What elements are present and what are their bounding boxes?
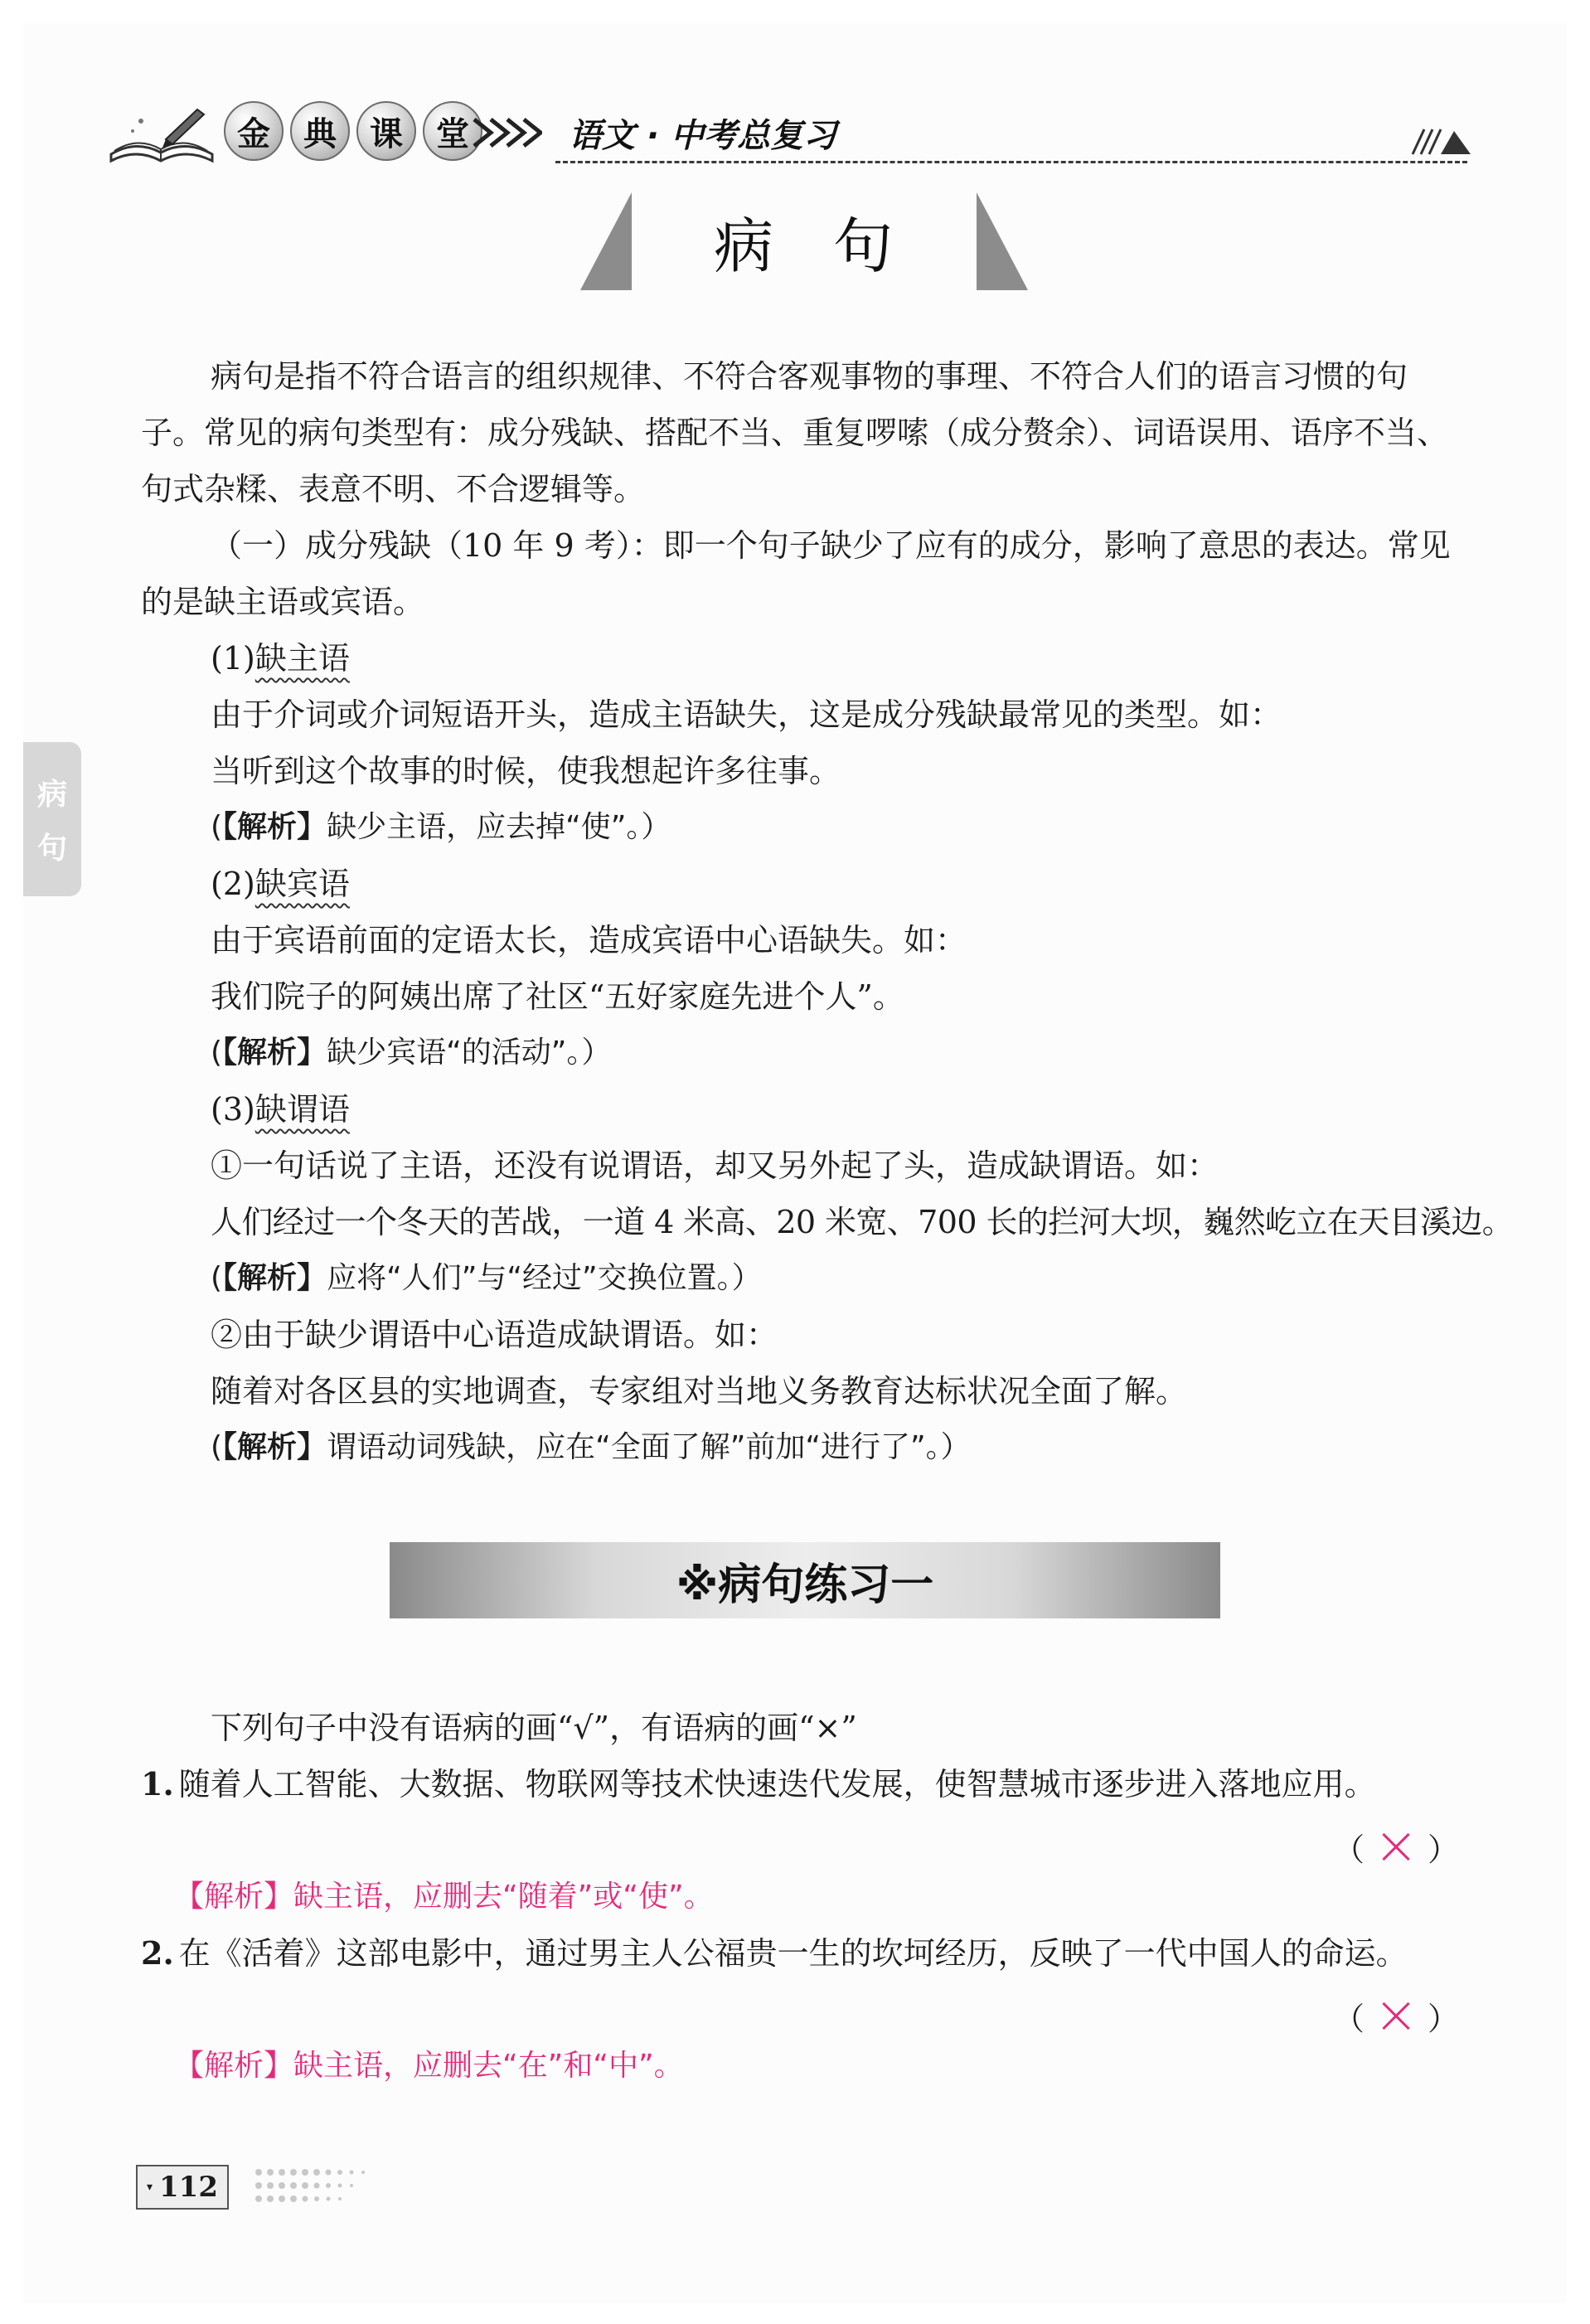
cross-mark-icon <box>1379 1831 1413 1864</box>
question-text: 随着人工智能、大数据、物联网等技术快速迭代发展，使智慧城市逐步进入落地应用。 <box>178 1766 1376 1802</box>
description-line: 由于宾语前面的定语太长，造成宾语中心语缺失。如： <box>211 922 967 958</box>
question-number: 2. <box>141 1934 174 1972</box>
answer-row <box>141 1812 1459 1869</box>
analysis-line: (【解析】缺少主语，应去掉“使”。） <box>211 810 671 844</box>
example-sentence: 随着对各区县的实地调查，专家组对当地义务教育达标状况全面了解。 <box>211 1373 1188 1409</box>
bullet-icon: ▾ <box>146 2181 153 2194</box>
page-number: 112 <box>159 2171 218 2204</box>
subject-title: 语文 · 中考总复习 <box>569 117 837 155</box>
practice-section <box>141 1700 1459 2094</box>
brand-logo <box>224 101 482 161</box>
double-chevron-icon <box>473 116 542 149</box>
side-tab-char: 病 <box>36 778 67 812</box>
question-item <box>141 1925 1459 1982</box>
question-text: 在《活着》这部电影中，通过男主人公福贵一生的坎坷经历，反映了一代中国人的命运。 <box>178 1935 1408 1972</box>
cross-mark-icon <box>1379 2000 1413 2033</box>
answer-box: （ ） <box>1332 1832 1459 1868</box>
title-char: 病 <box>713 211 775 281</box>
side-tab-char: 句 <box>36 832 67 866</box>
analysis-line: (【解析】缺少宾语“的活动”。） <box>211 1036 612 1070</box>
question-item <box>141 1756 1459 1812</box>
example-sentence: 当听到这个故事的时候，使我想起许多往事。 <box>211 753 841 789</box>
brand-char: 金 <box>224 101 284 161</box>
dot-pattern-decoration <box>254 2166 436 2207</box>
slash-triangle-icon <box>1408 123 1474 156</box>
answer-analysis: 【解析】缺主语，应删去“在”和“中”。 <box>174 2049 684 2083</box>
example-sentence: 我们院子的阿姨出席了社区“五好家庭先进个人”。 <box>211 978 904 1015</box>
subsection-title: 缺宾语 <box>254 866 350 902</box>
practice-instruction: 下列句子中没有语病的画“√”，有语病的画“×” <box>211 1710 857 1746</box>
page-header <box>108 98 1467 172</box>
subsection-heading: (3)缺谓语 <box>211 1091 350 1128</box>
description-line: 由于介词或介词短语开头，造成主语缺失，这是成分残缺最常见的类型。如： <box>211 696 1282 733</box>
practice-banner: ※病句练习一 <box>390 1542 1220 1618</box>
open-book-icon <box>108 103 216 167</box>
subsection-heading: (1)缺主语 <box>211 640 350 677</box>
category-paragraph: （一）成分残缺（10 年 9 考）：即一个句子缺少了应有的成分，影响了意思的表达。常见的是缺主语或宾语。 <box>141 527 1451 620</box>
subsection-title: 缺谓语 <box>254 1091 350 1128</box>
description-line: ②由于缺少谓语中心语造成缺谓语。如： <box>211 1317 778 1353</box>
answer-row <box>141 1982 1459 2038</box>
analysis-line: (【解析】应将“人们”与“经过”交换位置。） <box>211 1261 762 1295</box>
example-sentence: 人们经过一个冬天的苦战，一道 4 米高、20 米宽、700 长的拦河大坝，巍然屹立在天目溪边。 <box>211 1204 1514 1240</box>
brand-char: 典 <box>290 101 350 161</box>
page-number-box <box>136 2165 229 2210</box>
header-divider <box>555 161 1467 163</box>
title-char: 句 <box>833 211 895 281</box>
page-title <box>580 192 1028 290</box>
brand-char: 课 <box>356 101 416 161</box>
answer-analysis: 【解析】缺主语，应删去“随着”或“使”。 <box>174 1880 714 1914</box>
intro-paragraph: 病句是指不符合语言的组织规律、不符合客观事物的事理、不符合人们的语言习惯的句子。常见的病句类型有：成分残缺、搭配不当、重复啰嗦（成分赘余）、词语误用、语序不当、句式杂糅、表意不明、不合逻辑等。 <box>141 358 1449 507</box>
main-content <box>141 348 1514 1476</box>
subsection-title: 缺主语 <box>254 640 350 677</box>
brand-char: 堂 <box>423 101 482 161</box>
subsection-heading: (2)缺宾语 <box>211 866 350 902</box>
description-line: ①一句话说了主语，还没有说谓语，却又另外起了头，造成缺谓语。如： <box>211 1147 1219 1184</box>
analysis-line: (【解析】谓语动词残缺，应在“全面了解”前加“进行了”。） <box>211 1430 971 1464</box>
title-banner <box>580 192 1028 290</box>
question-number: 1. <box>141 1765 174 1802</box>
answer-box: （ ） <box>1332 2001 1459 2037</box>
side-tab <box>23 742 81 896</box>
